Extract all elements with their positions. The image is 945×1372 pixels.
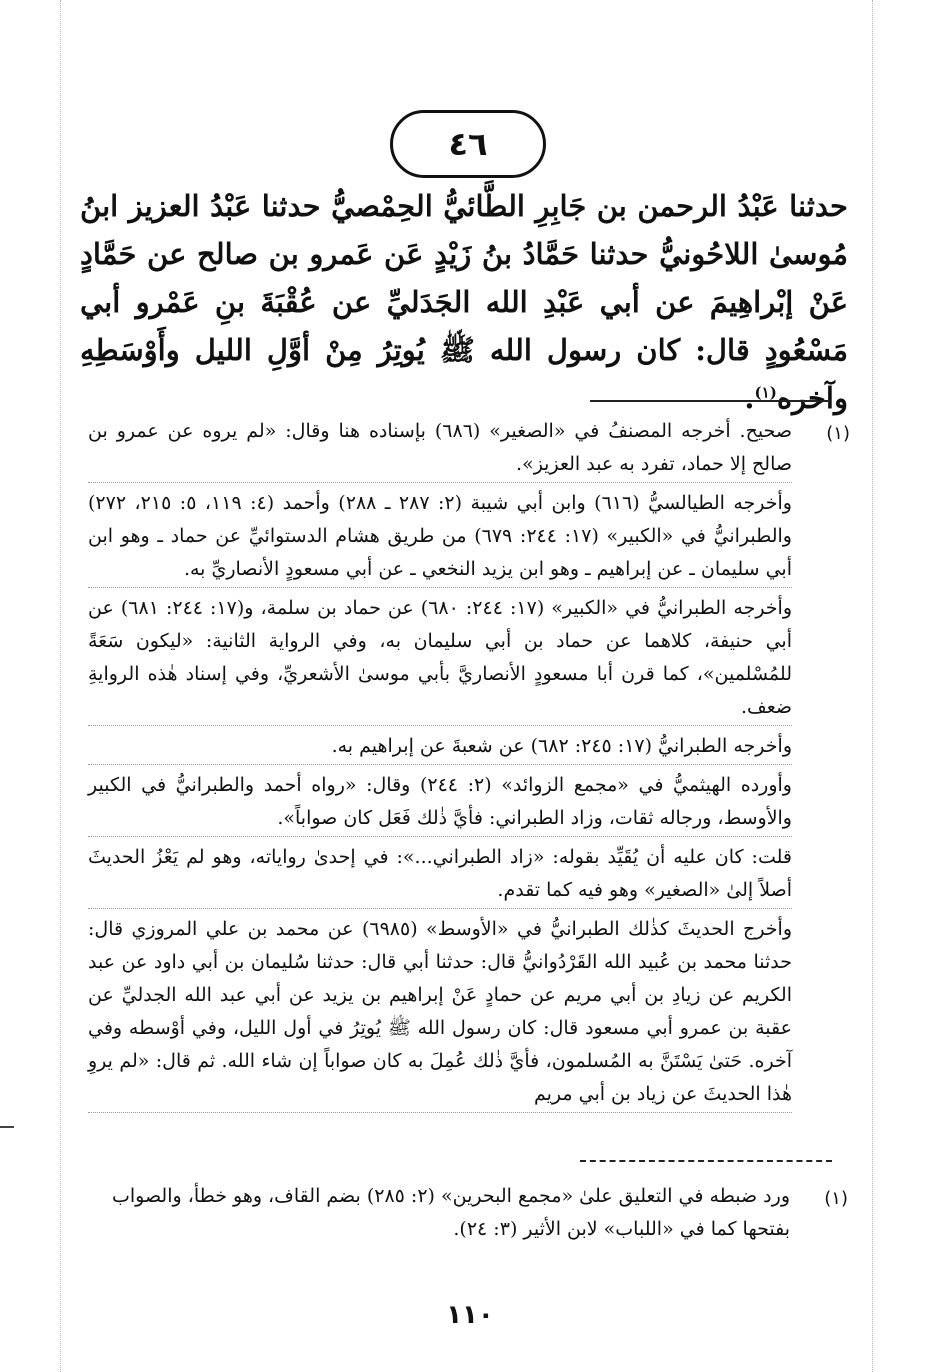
footnote-paragraph: وأخرجه الطبرانيُّ في «الكبير» (١٧: ٢٤٤: ٦٨٠) عن حماد بن سلمة، و(١٧: ٢٤٤: ٦٨١) عن أبي حنيفة، كلاهما عن حماد بن أبي سليمان به، وفي الرواية الثانية: «ليكون سَعَةً للمُسْلمين»، كما قرن أبا مسعودٍ الأنصاريَّ بأبي موسىٰ الأشعريِّ، وفي إسناد هٰذه الروايةِ ضعف. [88,592,792,726]
hadith-text [80,182,848,422]
footnote-paragraph: وأخرجه الطيالسيُّ (٦١٦) وابن أبي شيبة (٢: ٢٨٧ ـ ٢٨٨) وأحمد (٤: ١١٩، ٥: ٢١٥، ٢٧٢) والطبرانيُّ في «الكبير» (١٧: ٢٤٤: ٦٧٩) من طريق هشام الدستوائيِّ عن حماد ـ وهو ابن أبي سليمان ـ عن إبراهيم ـ وهو ابن يزيد النخعي ـ عن أبي مسعودٍ الأنصاريِّ به. [88,487,792,588]
footnote-separator [590,400,830,402]
right-margin-guide [872,0,873,1372]
footnote-paragraph: وأورده الهيثميُّ في «مجمع الزوائد» (٢: ٢٤٤) وقال: «رواه أحمد والطبرانيُّ في الكبير والأوسط، ورجاله ثقات، وزاد الطبراني: فأيَّ ذٰلك فَعَل كان صواباً». [88,769,792,837]
footnote-paragraph: وأخرج الحديثَ كذٰلك الطبرانيُّ في «الأوسط» (٦٩٨٥) عن محمد بن علي المروزي قال: حدثنا محمد بن عُبيد الله القَرْدُوانيُّ قال: حدثنا أبي قال: حدثنا سُليمان بن أبي داود عن عبد الكريم عن زيادِ بن أبي مريم عن حمادٍ عَنْ إبراهيم بن يزيد عن أبي عبد الله الجدليِّ عن عقبة بن عمرو أبي مسعود قال: كان رسول الله ﷺ يُوتِرُ في أول الليل، وفي أوْسطه وفي آخره. حَتىٰ يَسْتَنَّ به المُسلمون، فأيَّ ذٰلك عُمِلَ به كان صواباً إن شاء الله. ثم قال: «لم يروِ هٰذا الحديثَ عن زياد بن أبي مريم [88,913,792,1113]
left-margin-guide [60,0,61,1372]
sub-footnote-separator [580,1160,832,1162]
footnote-1-number: (١) [826,423,850,444]
footnote-reference: (١) [754,383,777,402]
page-number: ١١٠ [446,1300,494,1330]
edge-mark [0,1126,14,1128]
footnote-1 [88,415,850,1117]
footnote-1-body [88,415,792,1117]
footnote-paragraph: قلت: كان عليه أن يُقَيِّد بقوله: «زاد الطبراني...»: في إحدىٰ رواياته، وهو لم يَعْزُ الحديثَ أصلاً إلىٰ «الصغير» وهو فيه كما تقدم. [88,841,792,909]
hadith-body: حدثنا عَبْدُ الرحمن بن جَابِرِ الطَّائيُّ الحِمْصيُّ حدثنا عَبْدُ العزيز ابنُ مُوسىٰ اللاحُونيُّ حدثنا حَمَّادُ بنُ زَيْدٍ عَن عَمرو بن صالح عن حَمَّادٍ عَنْ إبْراهِيمَ عن أبي عَبْدِ الله الجَدَليِّ عن عُقْبَةَ بنِ عَمْرو أبي مَسْعُودٍ قال: كان رسول الله ﷺ يُوتِرُ مِنْ أوَّلِ الليل وأَوْسَطِهِ وآخره [80,189,848,415]
footnote-2-number: (١) [824,1188,848,1209]
footnote-paragraph: صحيح. أخرجه المصنفُ في «الصغير» (٦٨٦) بإسناده هنا وقال: «لم يروه عن عمرو بن صالح إلا حماد، تفرد به عبد العزيز». [88,415,792,483]
hadith-end: . [744,381,755,415]
hadith-number: ٤٦ [448,125,488,163]
footnote-paragraph: وأخرجه الطبرانيُّ (١٧: ٢٤٥: ٦٨٢) عن شعبةَ عن إبراهيم به. [88,730,792,765]
footnote-2-text: ورد ضبطه في التعليق علىٰ «مجمع البحرين» (٢: ٢٨٥) بضم القاف، وهو خطأ، والصواب بفتحها كما في «اللباب» لابن الأثير (٣: ٢٤). [111,1185,790,1240]
hadith-number-badge [390,110,546,178]
footnote-2 [88,1180,848,1246]
